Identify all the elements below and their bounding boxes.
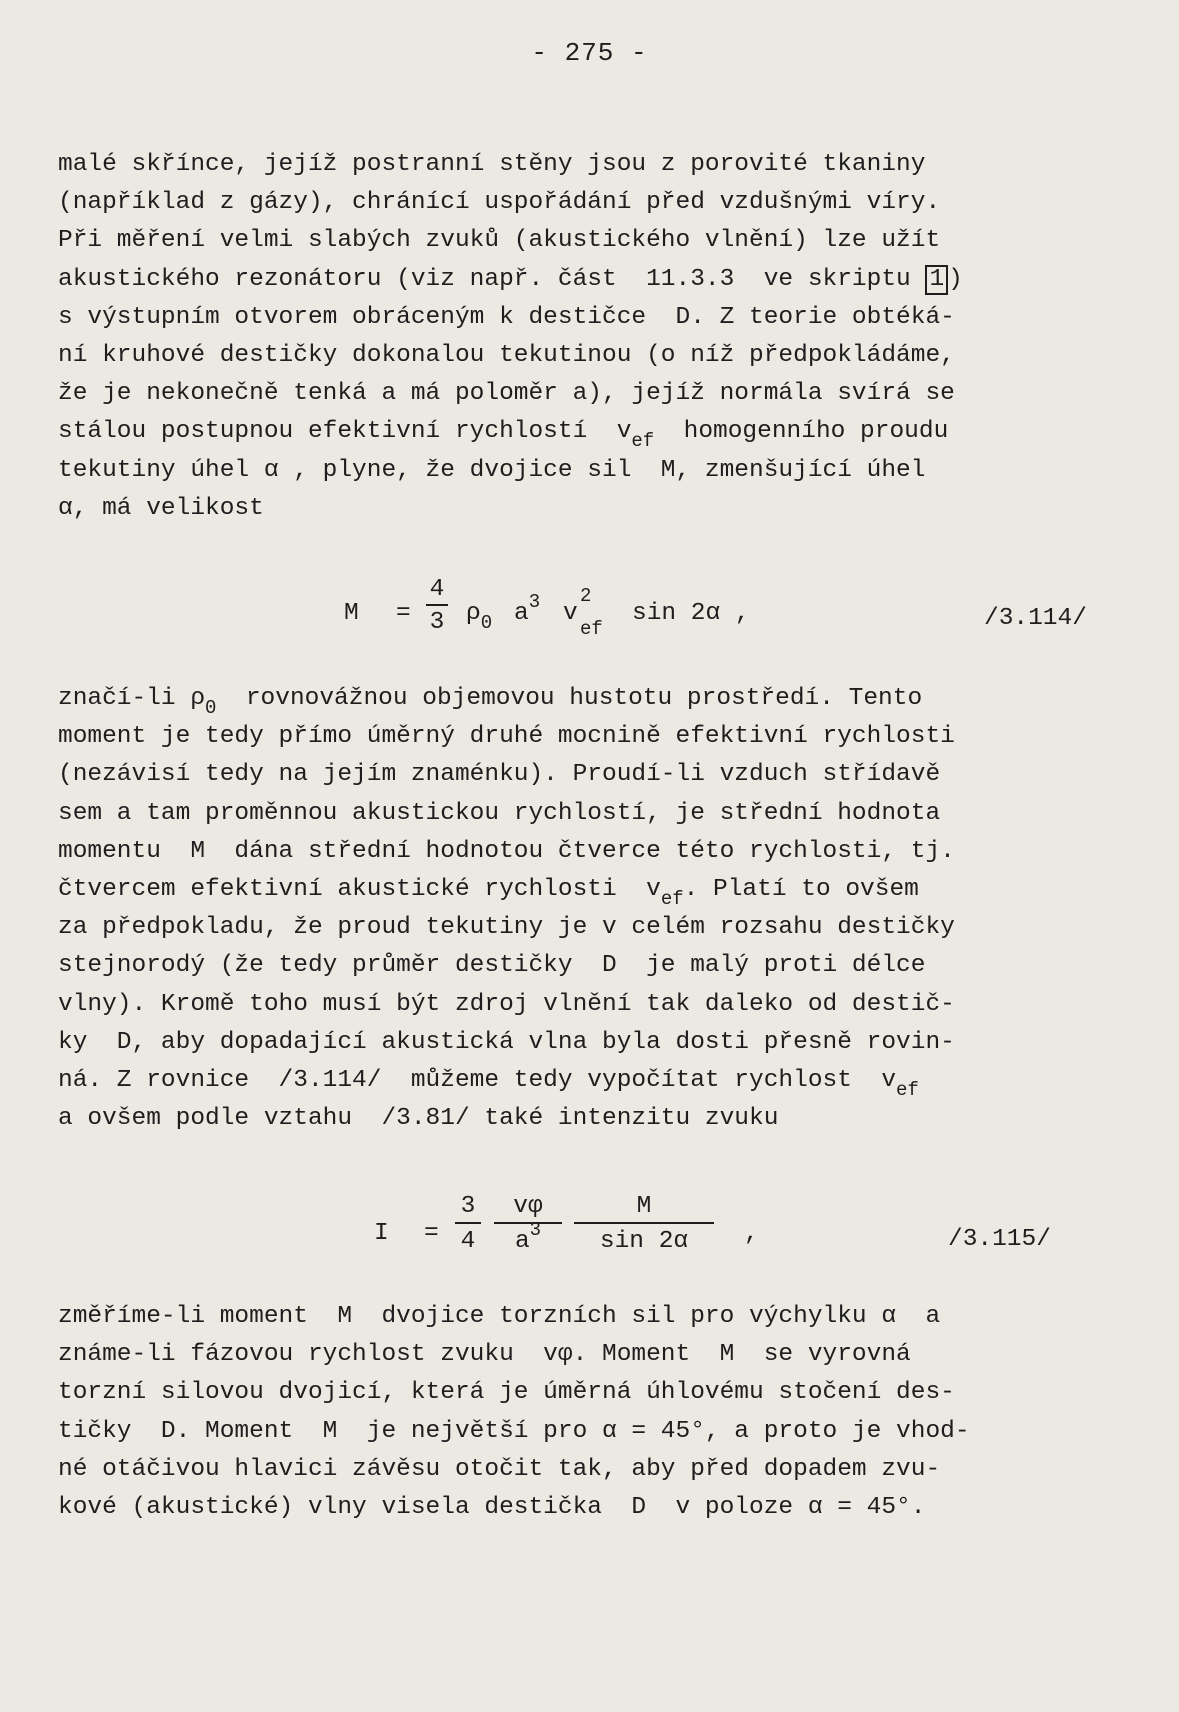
reference-bracket: 1 (925, 265, 948, 295)
eq2-f1-num: 3 (460, 1193, 476, 1220)
text-line: né otáčivou hlavici závěsu otočit tak, aby před dopadem zvu- (58, 1455, 941, 1483)
text-segment: . Platí to ovšem (683, 875, 919, 903)
text-line: stejnorodý (že tedy průměr destičky D je malý proti délce (58, 952, 926, 980)
rho-symbol: ρ (190, 685, 206, 712)
text-segment: značí-li (58, 685, 191, 712)
eq2-number: /3.115/ (948, 1226, 1051, 1253)
a-symbol: a (514, 600, 529, 627)
text-line (58, 261, 1108, 299)
text-line: (nezávisí tedy na jejím znaménku). Proudí-li vzduch střídavě (58, 761, 941, 789)
text-line: momentu M dána střední hodnotou čtverce této rychlosti, tj. (58, 837, 955, 865)
eq1-fraction (426, 576, 448, 640)
eq1-frac-den: 3 (429, 609, 445, 636)
superscript: 3 (529, 1219, 542, 1241)
eq1-v-exponent: 2 (580, 585, 592, 607)
text-line: tičky D. Moment M je největší pro α = 45°, a proto je vhod- (58, 1417, 970, 1445)
text-segment: akustického rezonátoru (viz např. část 11.3.3 ve skriptu (58, 265, 926, 293)
subscript: ef (896, 1078, 919, 1101)
text-line (58, 871, 1108, 909)
page-number: - 275 - (531, 38, 648, 68)
text-line: změříme-li moment M dvojice torzních sil pro výchylku α a (58, 1303, 941, 1330)
eq2-f2-den (494, 1219, 562, 1260)
eq1-frac-num: 4 (429, 576, 445, 603)
eq1-v: v (563, 600, 578, 627)
eq1-number: /3.114/ (984, 605, 1087, 632)
subscript: ef (660, 887, 684, 910)
subscript: ef (631, 430, 655, 453)
text-line: kové (akustické) vlny visela destička D v poloze α = 45°. (58, 1493, 926, 1521)
eq1-a (514, 591, 541, 627)
subscript: 0 (205, 697, 217, 719)
text-line (58, 1062, 1108, 1100)
text-line: (například z gázy), chránící uspořádání před vzdušnými víry. (58, 189, 941, 217)
text-line: s výstupním otvorem obráceným k destičce D. Z teorie obtéká- (58, 303, 955, 331)
eq2-f2-num: vφ (513, 1193, 543, 1220)
text-segment: homogenního proudu (654, 418, 949, 446)
eq2-comma: , (744, 1220, 759, 1247)
eq1-lhs: M (344, 600, 359, 627)
superscript: 3 (528, 591, 541, 613)
text-line: moment je tedy přímo úměrný druhé mocnině efektivní rychlosti (58, 723, 955, 751)
text-line: známe-li fázovou rychlost zvuku vφ. Moment M se vyrovná (58, 1341, 911, 1369)
eq1-rest: sin 2α , (632, 600, 750, 627)
text-segment: čtvercem efektivní akustické rychlosti v (58, 875, 661, 903)
eq2-f3-num: M (636, 1193, 652, 1220)
eq1-v-subscript: ef (580, 618, 603, 640)
eq2-fraction-1 (455, 1192, 481, 1260)
eq1-rho (466, 600, 493, 634)
text-segment: stálou postupnou efektivní rychlostí v (58, 418, 632, 446)
subscript: 0 (480, 612, 493, 634)
text-line: torzní silovou dvojicí, která je úměrná úhlovému stočení des- (58, 1379, 955, 1407)
eq2-f1-den: 4 (460, 1228, 476, 1255)
a-symbol: a (514, 1228, 530, 1255)
eq2-fraction-2 (494, 1192, 562, 1260)
rho-symbol: ρ (466, 600, 481, 627)
eq2-lhs: I (374, 1220, 389, 1247)
text-segment: ná. Z rovnice /3.114/ můžeme tedy vypočítat rychlost v (58, 1066, 897, 1094)
text-line: ní kruhové destičky dokonalou tekutinou (o níž předpokládáme, (58, 341, 955, 369)
text-line: za předpokladu, že proud tekutiny je v celém rozsahu destičky (58, 914, 955, 942)
eq2-equals: = (424, 1220, 439, 1247)
eq2-fraction-3 (574, 1192, 714, 1260)
paragraph-1 (58, 146, 1108, 528)
text-line: α, má velikost (58, 494, 264, 522)
text-line: a ovšem podle vztahu /3.81/ také intenzitu zvuku (58, 1105, 779, 1133)
paragraph-3 (58, 1298, 1108, 1527)
paragraph-2 (58, 680, 1108, 1138)
text-line: tekutiny úhel α , plyne, že dvojice sil M, zmenšující úhel (58, 456, 926, 484)
text-line: sem a tam proměnnou akustickou rychlostí, je střední hodnota (58, 799, 941, 827)
text-line (58, 413, 1108, 451)
text-line: vlny). Kromě toho musí být zdroj vlnění tak daleko od destič- (58, 990, 955, 1018)
text-line: Při měření velmi slabých zvuků (akustického vlnění) lze užít (58, 227, 941, 255)
eq2-f3-den: sin 2α (599, 1228, 689, 1255)
text-line: malé skřínce, jejíž postranní stěny jsou z porovité tkaniny (58, 151, 926, 178)
text-segment: rovnovážnou objemovou hustotu prostředí. Tento (216, 685, 923, 712)
text-segment: ) (948, 265, 963, 293)
text-line: že je nekonečně tenká a má poloměr a), jejíž normála svírá se (58, 380, 955, 408)
text-line: ky D, aby dopadající akustická vlna byla dosti přesně rovin- (58, 1028, 955, 1056)
eq1-equals: = (396, 600, 411, 627)
text-line (58, 680, 1108, 718)
